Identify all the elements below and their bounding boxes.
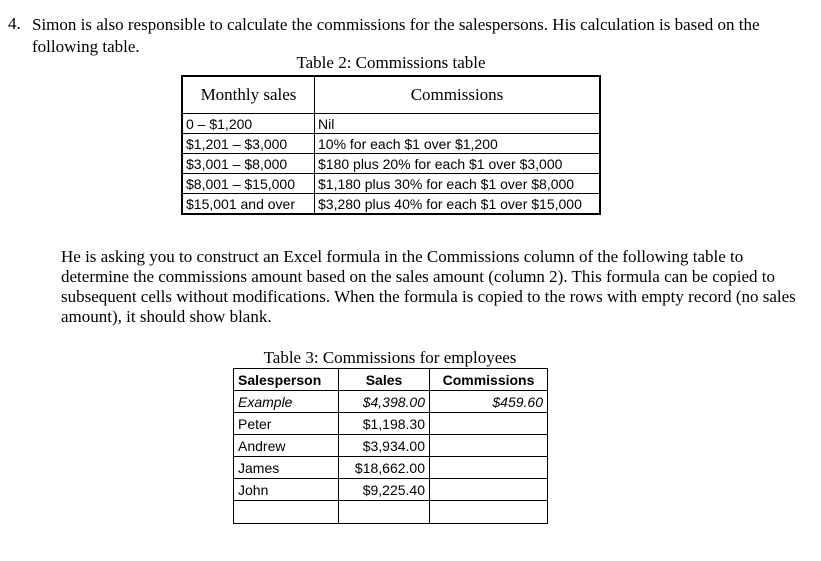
commission-cell[interactable] — [430, 501, 548, 524]
sales-range-cell: $1,201 – $3,000 — [182, 134, 315, 154]
salesperson-cell — [234, 501, 339, 524]
sales-cell — [339, 501, 430, 524]
sales-range-cell: $8,001 – $15,000 — [182, 174, 315, 194]
table-row — [234, 457, 548, 479]
commission-rule-cell: $3,280 plus 40% for each $1 over $15,000 — [315, 194, 601, 215]
column-header-commissions: Commissions — [430, 369, 548, 391]
commission-cell: $459.60 — [430, 391, 548, 413]
table-row — [234, 413, 548, 435]
table-row — [182, 154, 600, 174]
commission-cell[interactable] — [430, 413, 548, 435]
commission-rule-cell: $1,180 plus 30% for each $1 over $8,000 — [315, 174, 601, 194]
table3-caption: Table 3: Commissions for employees — [263, 348, 517, 367]
commission-rule-cell: $180 plus 20% for each $1 over $3,000 — [315, 154, 601, 174]
commission-cell[interactable] — [430, 479, 548, 501]
table-header-row — [182, 76, 600, 114]
salesperson-cell: Example — [234, 391, 339, 413]
sales-range-cell: $15,001 and over — [182, 194, 315, 215]
instruction-paragraph: He is asking you to construct an Excel formula in the Commissions column of the following table to determine the commissions amount based on the sales amount (column 2). This formula can be copied to subsequent cells without modifications. When the formula is copied to the rows with empty record (no sales amount), it should show blank. — [61, 247, 796, 326]
table-row — [182, 114, 600, 134]
commission-cell[interactable] — [430, 435, 548, 457]
sales-range-cell: 0 – $1,200 — [182, 114, 315, 134]
employees-table — [233, 368, 548, 524]
sales-cell: $4,398.00 — [339, 391, 430, 413]
sales-range-cell: $3,001 – $8,000 — [182, 154, 315, 174]
table-row — [182, 174, 600, 194]
salesperson-cell: Andrew — [234, 435, 339, 457]
salesperson-cell: James — [234, 457, 339, 479]
sales-cell: $1,198.30 — [339, 413, 430, 435]
column-header-monthly-sales: Monthly sales — [182, 76, 315, 114]
commissions-table — [181, 75, 601, 215]
commission-cell[interactable] — [430, 457, 548, 479]
table-row — [234, 479, 548, 501]
table-row — [182, 194, 600, 215]
column-header-commissions: Commissions — [315, 76, 601, 114]
table-row-empty — [234, 501, 548, 524]
salesperson-cell: John — [234, 479, 339, 501]
sales-cell: $18,662.00 — [339, 457, 430, 479]
column-header-sales: Sales — [339, 369, 430, 391]
table-row — [182, 134, 600, 154]
salesperson-cell: Peter — [234, 413, 339, 435]
column-header-salesperson: Salesperson — [234, 369, 339, 391]
question-text: Simon is also responsible to calculate the commissions for the salespersons. His calculation is based on the following table. — [32, 15, 760, 56]
sales-cell: $9,225.40 — [339, 479, 430, 501]
commission-rule-cell: 10% for each $1 over $1,200 — [315, 134, 601, 154]
table-row — [234, 435, 548, 457]
table2-caption: Table 2: Commissions table — [296, 53, 486, 72]
commission-rule-cell: Nil — [315, 114, 601, 134]
table-header-row — [234, 369, 548, 391]
question-number: 4. — [8, 14, 21, 33]
sales-cell: $3,934.00 — [339, 435, 430, 457]
table-row-example — [234, 391, 548, 413]
